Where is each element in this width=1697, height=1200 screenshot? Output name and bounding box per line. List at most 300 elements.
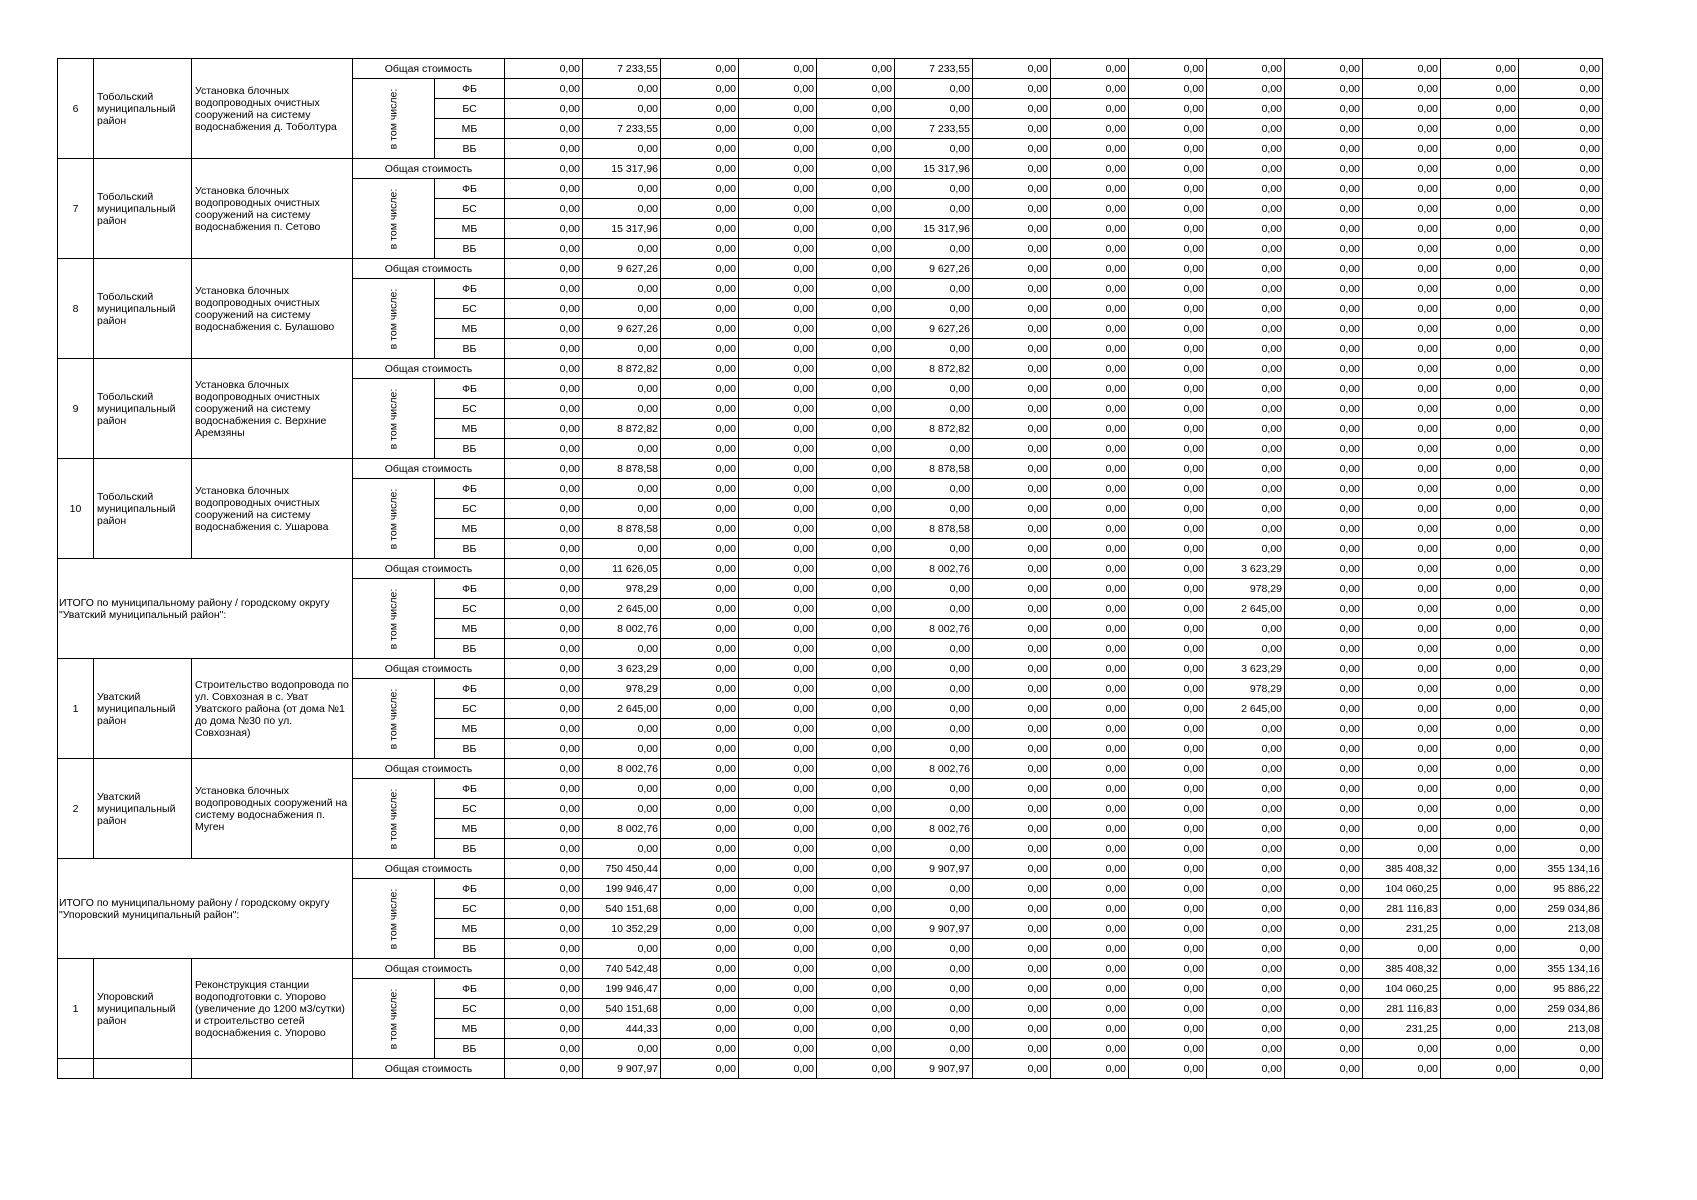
value-cell: 0,00 [661,819,739,839]
value-cell: 0,00 [583,739,661,759]
value-cell: 0,00 [817,259,895,279]
value-cell: 0,00 [1285,79,1363,99]
value-cell: 0,00 [1441,959,1519,979]
value-cell: 0,00 [1363,79,1441,99]
value-cell: 0,00 [1129,199,1207,219]
value-cell: 0,00 [1129,1059,1207,1079]
value-cell: 0,00 [1285,619,1363,639]
value-cell: 0,00 [1363,159,1441,179]
value-cell: 0,00 [973,1059,1051,1079]
value-cell: 10 352,29 [583,919,661,939]
value-cell: 0,00 [1441,919,1519,939]
value-cell: 0,00 [1519,119,1603,139]
value-cell: 8 872,82 [583,419,661,439]
value-cell: 0,00 [583,299,661,319]
value-cell: 0,00 [1207,759,1285,779]
value-cell: 0,00 [973,559,1051,579]
value-cell: 0,00 [1129,339,1207,359]
value-cell: 0,00 [1051,839,1129,859]
value-cell: 0,00 [739,739,817,759]
project-name: Установка блочных водопроводных очистных сооружений на систему водоснабжения с. Булашово [192,259,353,359]
total-cost-label: Общая стоимость [353,159,505,179]
value-cell: 0,00 [1285,339,1363,359]
value-cell: 0,00 [1441,199,1519,219]
district-name: Тобольский муниципальный район [94,59,192,159]
value-cell: 0,00 [1441,79,1519,99]
value-cell: 0,00 [817,499,895,519]
value-cell: 0,00 [817,519,895,539]
value-cell: 0,00 [1519,59,1603,79]
funding-source-label: ФБ [435,279,505,299]
value-cell: 0,00 [1363,479,1441,499]
value-cell: 0,00 [505,279,583,299]
value-cell: 0,00 [817,739,895,759]
row-number: 7 [58,159,94,259]
value-cell: 0,00 [739,999,817,1019]
incl-label [353,879,435,959]
value-cell: 0,00 [1207,139,1285,159]
district-name: Тобольский муниципальный район [94,359,192,459]
value-cell: 0,00 [1441,699,1519,719]
value-cell: 0,00 [1519,579,1603,599]
incl-label [353,379,435,459]
value-cell: 0,00 [505,119,583,139]
value-cell: 978,29 [583,579,661,599]
value-cell: 0,00 [1207,119,1285,139]
value-cell: 0,00 [739,259,817,279]
value-cell: 978,29 [583,679,661,699]
total-cost-label: Общая стоимость [353,859,505,879]
value-cell: 0,00 [1363,99,1441,119]
value-cell: 0,00 [973,639,1051,659]
value-cell: 0,00 [739,579,817,599]
funding-source-label: БС [435,999,505,1019]
value-cell: 0,00 [1285,859,1363,879]
value-cell: 0,00 [1519,339,1603,359]
value-cell: 0,00 [1519,79,1603,99]
value-cell: 8 878,58 [895,519,973,539]
value-cell: 0,00 [1051,759,1129,779]
value-cell: 0,00 [895,179,973,199]
value-cell: 0,00 [1285,519,1363,539]
value-cell: 0,00 [1207,919,1285,939]
value-cell: 0,00 [1519,839,1603,859]
value-cell: 0,00 [739,239,817,259]
row-number: 6 [58,59,94,159]
value-cell: 0,00 [505,239,583,259]
value-cell: 0,00 [817,679,895,699]
value-cell: 0,00 [1129,1039,1207,1059]
value-cell: 0,00 [1285,779,1363,799]
value-cell: 281 116,83 [1363,999,1441,1019]
value-cell: 0,00 [1441,559,1519,579]
value-cell: 0,00 [661,339,739,359]
value-cell: 0,00 [1285,639,1363,659]
value-cell: 0,00 [1207,539,1285,559]
value-cell: 0,00 [973,779,1051,799]
value-cell: 0,00 [973,199,1051,219]
value-cell: 0,00 [1285,459,1363,479]
value-cell: 0,00 [739,279,817,299]
value-cell: 0,00 [661,879,739,899]
value-cell: 0,00 [1441,159,1519,179]
value-cell: 0,00 [1519,1059,1603,1079]
value-cell: 0,00 [817,959,895,979]
project-name: Реконструкция станции водоподготовки с. Упорово (увеличение до 1200 м3/сутки) и строительство сетей водоснабжения с. Упорово [192,959,353,1059]
value-cell: 385 408,32 [1363,959,1441,979]
value-cell: 0,00 [817,539,895,559]
project-name: Установка блочных водопроводных очистных сооружений на систему водоснабжения д. Тоболтура [192,59,353,159]
value-cell: 0,00 [1051,539,1129,559]
value-cell: 0,00 [1051,1059,1129,1079]
value-cell: 0,00 [973,699,1051,719]
value-cell: 0,00 [1519,99,1603,119]
value-cell: 0,00 [1285,179,1363,199]
funding-source-label: ВБ [435,739,505,759]
value-cell: 9 907,97 [895,859,973,879]
value-cell: 0,00 [1207,479,1285,499]
row-number: 2 [58,759,94,859]
value-cell: 0,00 [505,419,583,439]
value-cell: 0,00 [1285,1039,1363,1059]
value-cell: 0,00 [817,939,895,959]
value-cell: 0,00 [1363,279,1441,299]
funding-source-label: МБ [435,219,505,239]
value-cell: 0,00 [1363,199,1441,219]
value-cell: 0,00 [1441,459,1519,479]
total-cost-label: Общая стоимость [353,59,505,79]
value-cell: 0,00 [895,399,973,419]
value-cell: 0,00 [1363,239,1441,259]
value-cell: 0,00 [817,719,895,739]
district-name: Уватский муниципальный район [94,759,192,859]
value-cell: 0,00 [505,999,583,1019]
value-cell: 0,00 [1207,979,1285,999]
value-cell: 444,33 [583,1019,661,1039]
value-cell: 0,00 [895,799,973,819]
value-cell: 0,00 [1441,779,1519,799]
value-cell: 0,00 [505,59,583,79]
value-cell: 0,00 [505,499,583,519]
value-cell: 0,00 [973,719,1051,739]
value-cell: 0,00 [1051,1039,1129,1059]
value-cell: 0,00 [1519,819,1603,839]
value-cell: 0,00 [817,139,895,159]
value-cell: 0,00 [1051,459,1129,479]
value-cell: 0,00 [1441,279,1519,299]
value-cell: 0,00 [895,719,973,739]
project-name: Установка блочных водопроводных сооружений на систему водоснабжения п. Муген [192,759,353,859]
value-cell: 0,00 [1285,719,1363,739]
value-cell: 0,00 [1363,799,1441,819]
value-cell: 9 907,97 [583,1059,661,1079]
value-cell: 0,00 [739,159,817,179]
value-cell: 0,00 [895,1039,973,1059]
value-cell: 0,00 [505,479,583,499]
value-cell: 7 233,55 [895,119,973,139]
value-cell: 8 878,58 [583,459,661,479]
value-cell: 0,00 [1519,319,1603,339]
value-cell: 0,00 [1207,879,1285,899]
value-cell: 0,00 [1441,479,1519,499]
value-cell: 0,00 [817,99,895,119]
value-cell: 0,00 [1519,379,1603,399]
value-cell: 0,00 [1363,699,1441,719]
value-cell: 0,00 [739,619,817,639]
value-cell: 0,00 [1051,1019,1129,1039]
value-cell: 15 317,96 [583,159,661,179]
value-cell: 0,00 [739,199,817,219]
incl-label-text: в том числе: [387,788,400,849]
value-cell: 0,00 [1519,439,1603,459]
funding-source-label: ВБ [435,639,505,659]
value-cell: 978,29 [1207,579,1285,599]
value-cell: 0,00 [739,439,817,459]
value-cell: 0,00 [973,59,1051,79]
value-cell: 0,00 [973,479,1051,499]
value-cell: 8 878,58 [895,459,973,479]
value-cell: 0,00 [505,559,583,579]
value-cell: 0,00 [973,399,1051,419]
value-cell: 0,00 [505,219,583,239]
value-cell: 0,00 [1519,1039,1603,1059]
value-cell: 0,00 [1363,679,1441,699]
budget-table [57,58,1603,1079]
value-cell: 0,00 [895,879,973,899]
value-cell: 15 317,96 [895,159,973,179]
value-cell: 0,00 [817,179,895,199]
value-cell: 0,00 [1519,199,1603,219]
value-cell: 0,00 [1285,539,1363,559]
funding-source-label: МБ [435,319,505,339]
value-cell: 0,00 [583,279,661,299]
value-cell: 0,00 [1051,579,1129,599]
value-cell: 0,00 [661,619,739,639]
value-cell: 15 317,96 [895,219,973,239]
value-cell: 0,00 [817,779,895,799]
value-cell: 0,00 [661,579,739,599]
value-cell: 0,00 [1051,319,1129,339]
value-cell: 0,00 [1441,739,1519,759]
value-cell: 0,00 [973,179,1051,199]
value-cell: 0,00 [817,159,895,179]
value-cell: 0,00 [817,699,895,719]
value-cell: 0,00 [1285,299,1363,319]
value-cell: 0,00 [973,519,1051,539]
funding-source-label: ВБ [435,1039,505,1059]
value-cell: 0,00 [1441,59,1519,79]
value-cell: 0,00 [1207,899,1285,919]
value-cell: 0,00 [583,179,661,199]
value-cell: 0,00 [1519,459,1603,479]
value-cell: 0,00 [1441,859,1519,879]
value-cell: 0,00 [1129,159,1207,179]
funding-source-label: БС [435,799,505,819]
value-cell: 0,00 [739,959,817,979]
value-cell: 0,00 [973,459,1051,479]
value-cell: 0,00 [1129,899,1207,919]
value-cell: 0,00 [583,199,661,219]
funding-source-label: ВБ [435,839,505,859]
value-cell: 0,00 [1519,259,1603,279]
value-cell: 0,00 [1051,219,1129,239]
value-cell: 978,29 [1207,679,1285,699]
value-cell: 0,00 [895,959,973,979]
value-cell: 0,00 [973,999,1051,1019]
value-cell: 0,00 [1285,899,1363,919]
value-cell: 0,00 [1441,339,1519,359]
funding-source-label: ВБ [435,239,505,259]
value-cell: 0,00 [1051,139,1129,159]
value-cell: 0,00 [583,939,661,959]
value-cell: 0,00 [1363,599,1441,619]
value-cell: 0,00 [895,979,973,999]
value-cell: 0,00 [739,419,817,439]
value-cell: 2 645,00 [1207,699,1285,719]
value-cell: 540 151,68 [583,999,661,1019]
value-cell: 0,00 [505,459,583,479]
value-cell: 0,00 [1129,179,1207,199]
value-cell: 0,00 [1285,359,1363,379]
value-cell: 0,00 [1363,719,1441,739]
value-cell: 0,00 [1129,359,1207,379]
value-cell: 0,00 [973,319,1051,339]
value-cell: 0,00 [583,139,661,159]
table-row [58,459,1603,479]
value-cell: 0,00 [583,799,661,819]
value-cell: 0,00 [505,799,583,819]
value-cell: 0,00 [1519,139,1603,159]
value-cell: 0,00 [1051,279,1129,299]
funding-source-label: ВБ [435,939,505,959]
value-cell: 0,00 [1441,839,1519,859]
value-cell: 0,00 [1129,719,1207,739]
value-cell: 0,00 [1129,819,1207,839]
value-cell: 0,00 [1441,99,1519,119]
value-cell: 0,00 [739,539,817,559]
value-cell: 0,00 [973,439,1051,459]
funding-source-label: БС [435,699,505,719]
value-cell: 8 872,82 [895,359,973,379]
value-cell: 0,00 [1207,219,1285,239]
value-cell: 3 623,29 [1207,559,1285,579]
table-row [58,959,1603,979]
row-number: 8 [58,259,94,359]
value-cell: 0,00 [817,639,895,659]
value-cell: 750 450,44 [583,859,661,879]
value-cell: 0,00 [1051,639,1129,659]
funding-source-label: ВБ [435,539,505,559]
value-cell: 0,00 [661,799,739,819]
value-cell: 281 116,83 [1363,899,1441,919]
funding-source-label: ФБ [435,479,505,499]
value-cell: 0,00 [973,79,1051,99]
value-cell: 0,00 [1441,139,1519,159]
value-cell: 0,00 [895,739,973,759]
value-cell: 95 886,22 [1519,979,1603,999]
value-cell: 0,00 [895,379,973,399]
value-cell: 0,00 [1441,579,1519,599]
project-name: Установка блочных водопроводных очистных сооружений на систему водоснабжения с. Верхние Аремзяны [192,359,353,459]
value-cell: 0,00 [973,739,1051,759]
value-cell: 0,00 [817,799,895,819]
value-cell: 104 060,25 [1363,879,1441,899]
value-cell: 0,00 [1285,319,1363,339]
value-cell: 0,00 [817,239,895,259]
value-cell: 0,00 [1207,719,1285,739]
value-cell: 0,00 [1285,739,1363,759]
value-cell: 0,00 [739,899,817,919]
value-cell: 0,00 [1051,159,1129,179]
value-cell: 0,00 [1129,79,1207,99]
value-cell: 0,00 [1441,799,1519,819]
value-cell: 0,00 [739,299,817,319]
funding-source-label: ФБ [435,79,505,99]
value-cell: 0,00 [1285,1059,1363,1079]
value-cell: 0,00 [661,99,739,119]
value-cell: 0,00 [739,1019,817,1039]
value-cell: 0,00 [817,339,895,359]
value-cell: 0,00 [1051,999,1129,1019]
value-cell: 0,00 [1051,59,1129,79]
funding-source-label: ВБ [435,339,505,359]
value-cell: 0,00 [1051,179,1129,199]
total-cost-label: Общая стоимость [353,959,505,979]
value-cell: 0,00 [1519,599,1603,619]
value-cell: 0,00 [973,119,1051,139]
value-cell: 0,00 [1129,779,1207,799]
funding-source-label: МБ [435,619,505,639]
value-cell: 0,00 [1363,619,1441,639]
value-cell: 0,00 [973,899,1051,919]
value-cell: 0,00 [739,339,817,359]
total-cost-label: Общая стоимость [353,559,505,579]
value-cell: 0,00 [1519,519,1603,539]
value-cell: 0,00 [661,899,739,919]
value-cell: 0,00 [505,959,583,979]
value-cell: 7 233,55 [583,59,661,79]
value-cell: 0,00 [895,1019,973,1039]
total-cost-label: Общая стоимость [353,259,505,279]
value-cell: 0,00 [1363,639,1441,659]
value-cell: 0,00 [1207,459,1285,479]
value-cell: 0,00 [973,919,1051,939]
value-cell: 0,00 [661,859,739,879]
value-cell: 0,00 [1207,799,1285,819]
value-cell: 0,00 [505,259,583,279]
value-cell: 0,00 [1051,939,1129,959]
value-cell: 0,00 [1207,419,1285,439]
value-cell: 0,00 [895,839,973,859]
value-cell: 0,00 [661,179,739,199]
value-cell: 0,00 [661,699,739,719]
value-cell: 0,00 [505,639,583,659]
value-cell: 0,00 [1441,319,1519,339]
value-cell: 0,00 [661,59,739,79]
value-cell: 0,00 [817,919,895,939]
value-cell: 0,00 [1051,819,1129,839]
value-cell: 0,00 [973,819,1051,839]
district-name: Тобольский муниципальный район [94,459,192,559]
district-name [94,1059,192,1079]
value-cell: 0,00 [1129,939,1207,959]
value-cell: 0,00 [1441,379,1519,399]
value-cell: 0,00 [1207,639,1285,659]
value-cell: 0,00 [817,319,895,339]
value-cell: 259 034,86 [1519,899,1603,919]
value-cell: 0,00 [1441,879,1519,899]
value-cell: 0,00 [1051,339,1129,359]
